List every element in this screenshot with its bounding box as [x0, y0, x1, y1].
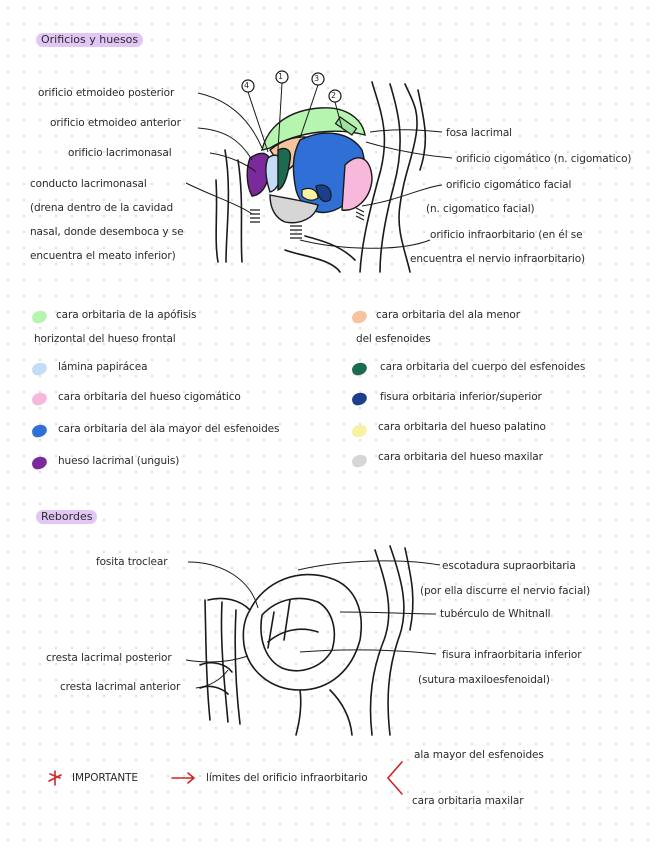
label-escotadura-2: (por ella discurre el nervio facial) — [420, 585, 591, 597]
section-title-orificios: Orificios y huesos — [36, 33, 143, 47]
label-cresta-anterior: cresta lacrimal anterior — [60, 681, 181, 693]
legend-label: fisura orbitaria inferior/superior — [380, 391, 542, 403]
legend-label-cont: del esfenoides — [356, 333, 431, 345]
legend-label: lámina papirácea — [58, 361, 148, 373]
legend-label: cara orbitaria del hueso palatino — [378, 421, 546, 433]
label-conducto-2: (drena dentro de la cavidad — [30, 202, 174, 214]
label-fosita-troclear: fosita troclear — [96, 556, 168, 568]
legend-label: cara orbitaria de la apófisis — [56, 309, 197, 321]
label-conducto-1: conducto lacrimonasal — [30, 178, 147, 190]
label-infraorbitario-2: encuentra el nervio infraorbitario) — [410, 253, 586, 265]
label-escotadura-1: escotadura supraorbitaria — [442, 560, 576, 572]
label-fisura-2: (sutura maxiloesfenoidal) — [418, 674, 550, 686]
number-4: 4 — [244, 81, 249, 90]
legend-label-cont: horizontal del hueso frontal — [34, 333, 176, 345]
arrow-right-icon — [172, 773, 194, 783]
section-title-rebordes: Rebordes — [36, 510, 97, 524]
important-text: límites del orificio infraorbitario — [206, 772, 368, 784]
label-whitnall: tubérculo de Whitnall — [440, 608, 551, 620]
label-lacrimonasal: orificio lacrimonasal — [68, 147, 172, 159]
legend-label: cara orbitaria del hueso maxilar — [378, 451, 543, 463]
important-label: IMPORTANTE — [72, 772, 138, 784]
label-cigomatico-facial-2: (n. cigomatico facial) — [426, 203, 535, 215]
legend-label: cara orbitaria del ala menor — [376, 309, 520, 321]
number-2: 2 — [331, 91, 336, 100]
asterisk-icon — [49, 771, 61, 785]
legend-label: cara orbitaria del cuerpo del esfenoides — [380, 361, 586, 373]
label-cresta-posterior: cresta lacrimal posterior — [46, 652, 172, 664]
legend-label: cara orbitaria del hueso cigomático — [58, 391, 241, 403]
bracket-icon — [388, 762, 402, 794]
label-fosa-lacrimal: fosa lacrimal — [446, 127, 513, 139]
label-fisura-1: fisura infraorbitaria inferior — [442, 649, 582, 661]
label-cigomatico-facial-1: orificio cigomático facial — [446, 179, 572, 191]
number-1: 1 — [278, 72, 283, 81]
legend-label: hueso lacrimal (unguis) — [58, 455, 180, 467]
label-conducto-4: encuentra el meato inferior) — [30, 250, 176, 262]
legend-label: cara orbitaria del ala mayor del esfenoides — [58, 423, 280, 435]
label-conducto-3: nasal, donde desemboca y se — [30, 226, 184, 238]
label-infraorbitario-1: orificio infraorbitario (en él se — [430, 229, 583, 241]
label-etmoideo-posterior: orificio etmoideo posterior — [38, 87, 175, 99]
important-item-2: cara orbitaria maxilar — [412, 795, 524, 807]
important-item-1: ala mayor del esfenoides — [414, 749, 544, 761]
number-3: 3 — [314, 74, 319, 83]
label-cigomatico: orificio cigomático (n. cigomatico) — [456, 153, 632, 165]
label-etmoideo-anterior: orificio etmoideo anterior — [50, 117, 181, 129]
